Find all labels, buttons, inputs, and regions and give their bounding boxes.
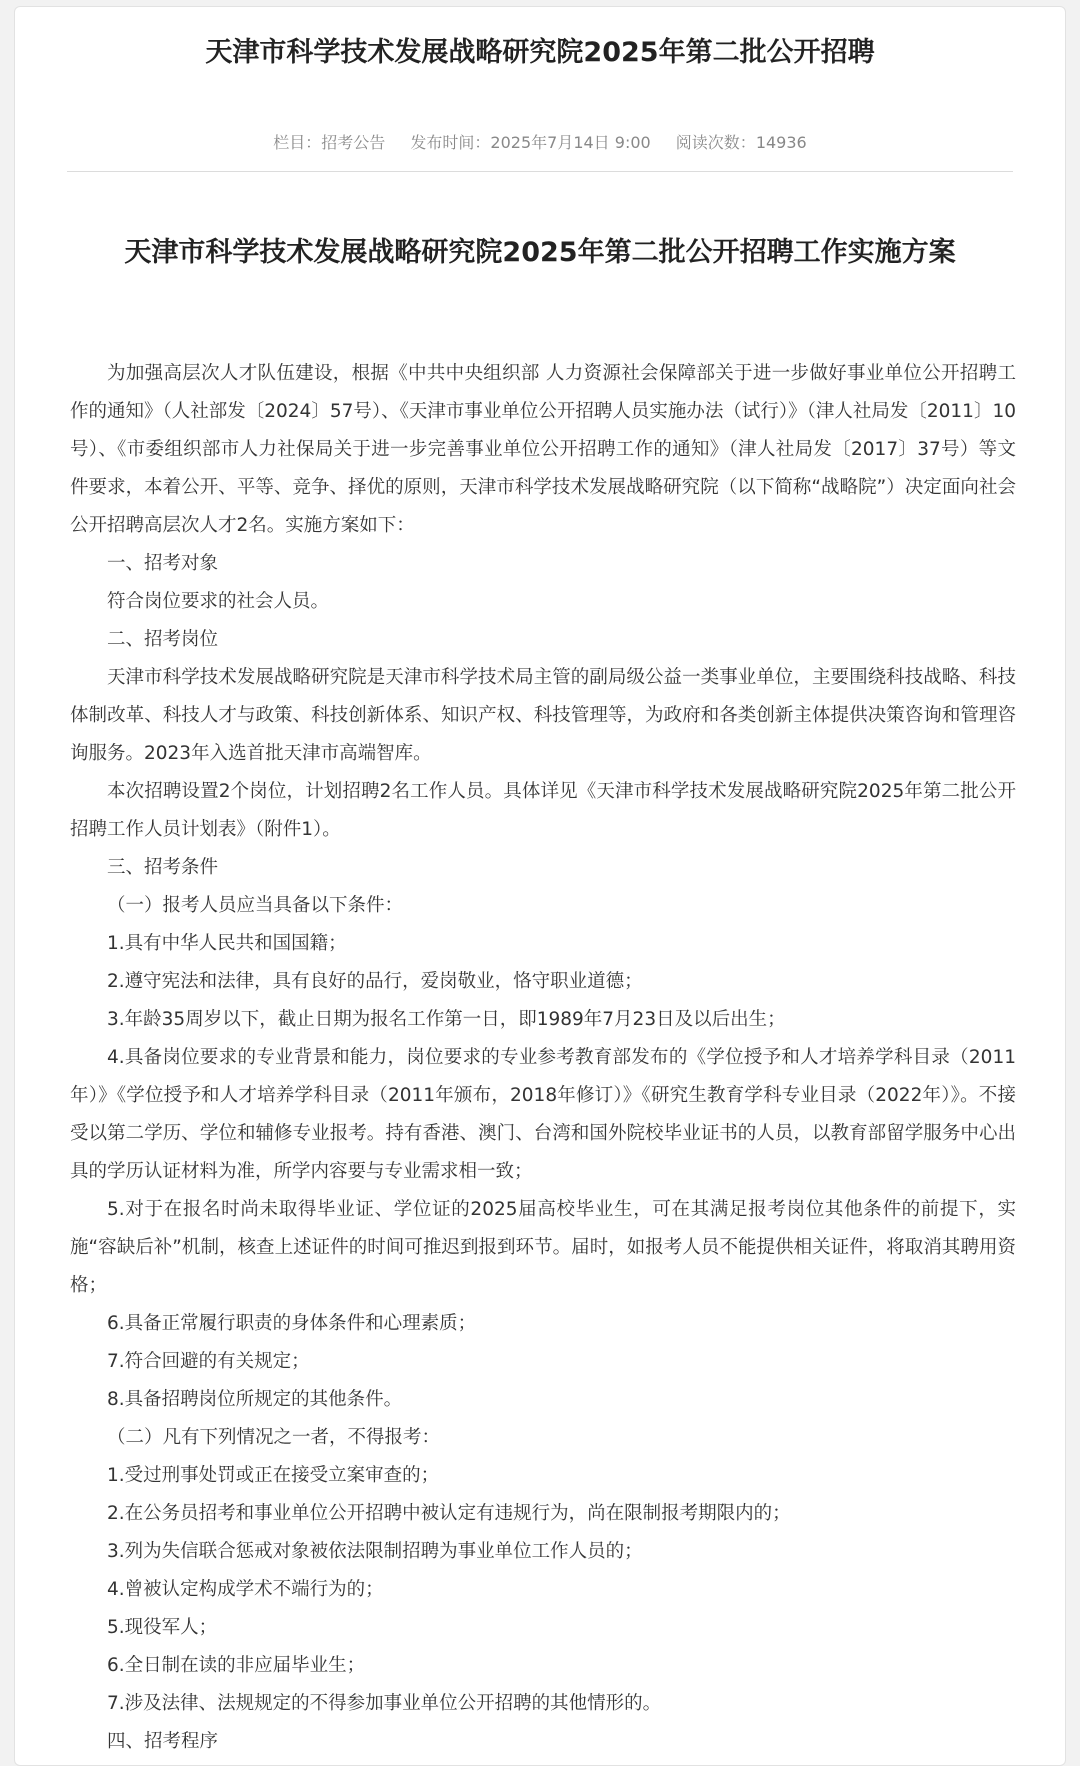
intro-paragraph: 为加强高层次人才队伍建设，根据《中共中央组织部 人力资源社会保障部关于进一步做好事业单位公开招聘工作的通知》（人社部发〔2024〕57号）、《天津市事业单位公开招聘人员实施办法（试行）》（津人社局发〔2011〕10号）、《市委组织部市人力社保局关于进一步完善事业单位公开招聘工作的通知》（津人社局发〔2017〕37号）等文件要求，本着公开、平等、竞争、择优的原则，天津市科学技术发展战略研究院（以下简称“战略院”）决定面向社会公开招聘高层次人才2名。实施方案如下： — [70, 363, 1016, 536]
list-item: 6.具备正常履行职责的身体条件和心理素质； — [107, 1313, 477, 1334]
section-heading: 三、招考条件 — [107, 857, 219, 878]
list-item: 4.曾被认定构成学术不端行为的； — [107, 1579, 384, 1600]
list-item: 1.受过刑事处罚或正在接受立案审查的； — [107, 1465, 440, 1486]
section-heading: 四、招考程序 — [107, 1731, 219, 1752]
column-label: 栏目： — [273, 133, 322, 152]
publish-time-value: 2025年7月14日 9:00 — [490, 133, 651, 152]
paragraph: 本次招聘设置2个岗位，计划招聘2名工作人员。具体详见《天津市科学技术发展战略研究院2025年第二批公开招聘工作人员计划表》（附件1）。 — [70, 781, 1016, 840]
paragraph: 符合岗位要求的社会人员。 — [107, 591, 330, 612]
list-item: 2.在公务员招考和事业单位公开招聘中被认定有违规行为，尚在限制报考期限内的； — [107, 1503, 791, 1524]
document-title: 天津市科学技术发展战略研究院2025年第二批公开招聘工作实施方案 — [124, 237, 956, 268]
read-count-value: 14936 — [755, 133, 807, 152]
section-heading: 二、招考岗位 — [107, 629, 219, 650]
read-count-label: 阅读次数： — [675, 133, 756, 152]
publish-time-label: 发布时间： — [410, 133, 491, 152]
subsection-heading: （二）凡有下列情况之一者，不得报考： — [107, 1427, 441, 1448]
list-item: 5.现役军人； — [107, 1617, 218, 1638]
column-value[interactable]: 招考公告 — [321, 133, 386, 152]
section-heading: 一、招考对象 — [107, 553, 219, 574]
list-item: 3.年龄35周岁以下，截止日期为报名工作第一日，即1989年7月23日及以后出生； — [107, 1009, 786, 1030]
read-count — [676, 133, 807, 152]
column-info — [273, 133, 385, 152]
list-item: 1.具有中华人民共和国国籍； — [107, 933, 347, 954]
list-item: 7.符合回避的有关规定； — [107, 1351, 310, 1372]
list-item: 2.遵守宪法和法律，具有良好的品行，爱岗敬业，恪守职业道德； — [107, 971, 643, 992]
article-body — [70, 355, 1016, 1761]
list-item: 3.列为失信联合惩戒对象被依法限制招聘为事业单位工作人员的； — [107, 1541, 643, 1562]
paragraph: 天津市科学技术发展战略研究院是天津市科学技术局主管的副局级公益一类事业单位，主要围绕科技战略、科技体制改革、科技人才与政策、科技创新体系、知识产权、科技管理等，为政府和各类创新主体提供决策咨询和管理咨询服务。2023年入选首批天津市高端智库。 — [70, 667, 1016, 764]
article-meta — [15, 131, 1065, 155]
article-card — [14, 6, 1066, 1766]
list-item: 8.具备招聘岗位所规定的其他条件。 — [107, 1389, 403, 1410]
list-item: 5.对于在报名时尚未取得毕业证、学位证的2025届高校毕业生，可在其满足报考岗位其他条件的前提下，实施“容缺后补”机制，核查上述证件的时间可推迟到报到环节。届时，如报考人员不能提供相关证件，将取消其聘用资格； — [70, 1199, 1016, 1296]
divider — [67, 171, 1013, 172]
list-item: 6.全日制在读的非应届毕业生； — [107, 1655, 366, 1676]
subsection-heading: （一）报考人员应当具备以下条件： — [107, 895, 404, 916]
publish-time — [410, 133, 650, 152]
page-title: 天津市科学技术发展战略研究院2025年第二批公开招聘 — [205, 37, 875, 68]
list-item: 4.具备岗位要求的专业背景和能力，岗位要求的专业参考教育部发布的《学位授予和人才培养学科目录（2011年）》《学位授予和人才培养学科目录（2011年颁布，2018年修订）》《研究生教育学科专业目录（2022年）》。不接受以第二学历、学位和辅修专业报考。持有香港、澳门、台湾和国外院校毕业证书的人员，以教育部留学服务中心出具的学历认证材料为准，所学内容要与专业需求相一致； — [70, 1047, 1016, 1182]
list-item: 7.涉及法律、法规规定的不得参加事业单位公开招聘的其他情形的。 — [107, 1693, 662, 1714]
